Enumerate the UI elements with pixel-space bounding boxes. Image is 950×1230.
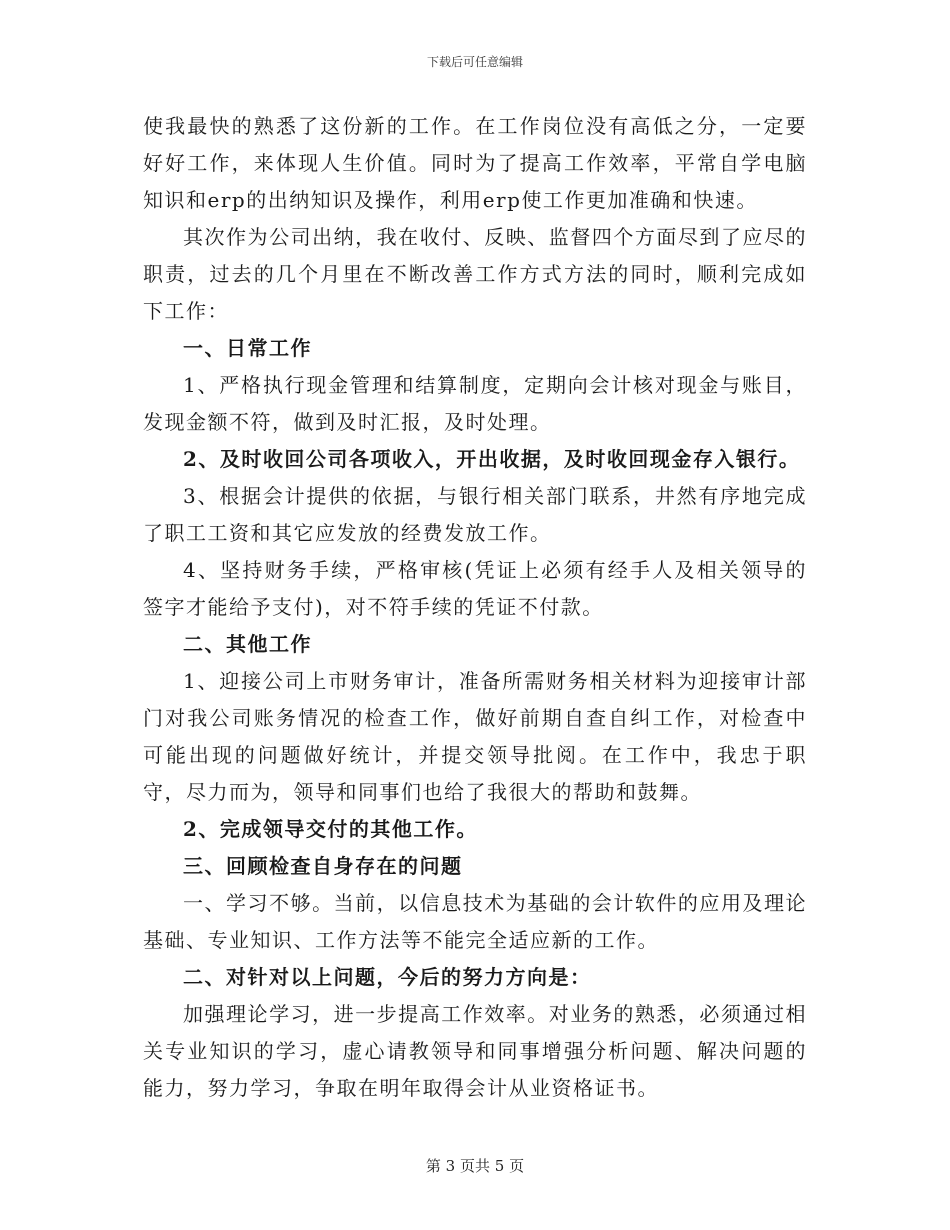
paragraph-direction: 加强理论学习，进一步提高工作效率。对业务的熟悉，必须通过相关专业知识的学习，虚心请教领导和同事增强分析问题、解决问题的能力，努力学习，争取在明年取得会计从业资格证书。 <box>143 1002 807 1100</box>
page-number-footer: 第 3 页共 5 页 <box>425 1157 525 1175</box>
paragraph-other-item-2-bold: 2、完成领导交付的其他工作。 <box>183 817 478 841</box>
paragraph-item-2-bold: 2、及时收回公司各项收入，开出收据，及时收回现金存入银行。 <box>183 447 801 471</box>
section-heading-review: 三、回顾检查自身存在的问题 <box>183 854 463 878</box>
paragraph-item-3: 3、根据会计提供的依据，与银行相关部门联系，井然有序地完成了职工工资和其它应发放的经费发放工作。 <box>143 484 807 545</box>
section-heading-other-work: 二、其他工作 <box>183 632 312 656</box>
paragraph-2: 其次作为公司出纳，我在收付、反映、监督四个方面尽到了应尽的职责，过去的几个月里在不断改善工作方式方法的同时，顺利完成如下工作： <box>143 225 807 323</box>
section-heading-daily-work: 一、日常工作 <box>183 336 312 360</box>
paragraph-item-4: 4、坚持财务手续，严格审核(凭证上必须有经手人及相关领导的签字才能给予支付)，对不符手续的凭证不付款。 <box>143 558 807 619</box>
document-body <box>143 108 807 1107</box>
paragraph-other-item-1: 1、迎接公司上市财务审计，准备所需财务相关材料为迎接审计部门对我公司账务情况的检查工作，做好前期自查自纠工作，对检查中可能出现的问题做好统计，并提交领导批阅。在工作中，我忠于职守，尽力而为，领导和同事们也给了我很大的帮助和鼓舞。 <box>143 669 807 804</box>
paragraph-item-1: 1、严格执行现金管理和结算制度，定期向会计核对现金与账目，发现金额不符，做到及时汇报，及时处理。 <box>143 373 807 434</box>
section-heading-direction: 二、对针对以上问题，今后的努力方向是： <box>183 965 592 989</box>
paragraph-1: 使我最快的熟悉了这份新的工作。在工作岗位没有高低之分，一定要好好工作，来体现人生价值。同时为了提高工作效率，平常自学电脑知识和erp的出纳知识及操作，利用erp使工作更加准确和快速。 <box>143 114 807 212</box>
paragraph-review-1: 一、学习不够。当前，以信息技术为基础的会计软件的应用及理论基础、专业知识、工作方法等不能完全适应新的工作。 <box>143 891 807 952</box>
page-header: 下载后可任意编辑 <box>426 55 523 69</box>
